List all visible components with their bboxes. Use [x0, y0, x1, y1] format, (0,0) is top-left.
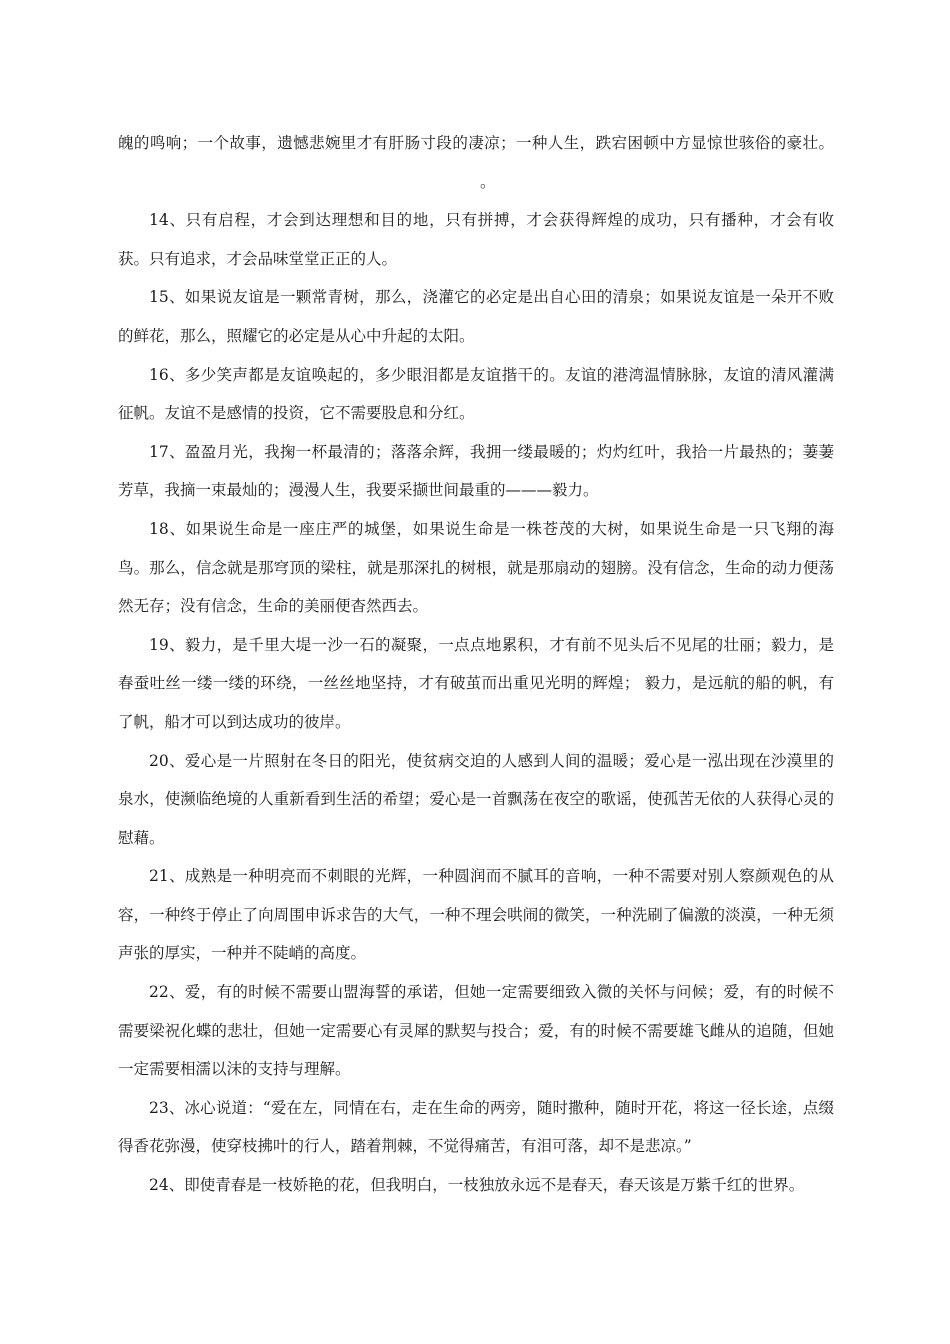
paragraph-23: 23、冰心说道：“爱在左，同情在右，走在生命的两旁，随时撒种，随时开花，将这一径长途，点缀得香花弥漫，使穿枝拂叶的行人，踏着荆棘，不觉得痛苦，有泪可落，却不是悲凉。” — [118, 1098, 834, 1156]
paragraph-20: 20、爱心是一片照射在冬日的阳光，使贫病交迫的人感到人间的温暖；爱心是一泓出现在沙漠里的泉水，使濒临绝境的人重新看到生活的希望；爱心是一首飘荡在夜空的歌谣，使孤苦无依的人获得心灵的慰藉。 — [118, 751, 834, 847]
paragraph-13-continued — [118, 124, 834, 201]
paragraph-text: 魄的鸣响；一个故事，遗憾悲婉里才有肝肠寸段的凄凉；一种人生，跌宕困顿中方显惊世骇俗的豪壮。 — [118, 134, 834, 152]
paragraph-15: 15、如果说友谊是一颗常青树，那么，浇灌它的必定是出自心田的清泉；如果说友谊是一朵开不败的鲜花，那么，照耀它的必定是从心中升起的太阳。 — [118, 288, 834, 345]
paragraph-14: 14、只有启程，才会到达理想和目的地，只有拼搏，才会获得辉煌的成功，只有播种，才会有收获。只有追求，才会品味堂堂正正的人。 — [118, 211, 834, 268]
paragraph-24: 24、即使青春是一枝娇艳的花，但我明白，一枝独放永远不是春天，春天该是万紫千红的世界。 — [149, 1176, 805, 1195]
blank-space — [118, 186, 480, 187]
paragraph-22: 22、爱，有的时候不需要山盟海誓的承诺，但她一定需要细致入微的关怀与问候；爱，有的时候不需要梁祝化蝶的悲壮，但她一定需要心有灵犀的默契与投合；爱，有的时候不需要雄飞雌从的追随，但她一定需要相濡以沫的支持与理解。 — [118, 983, 834, 1079]
paragraph-17: 17、盈盈月光，我掬一杯最清的；落落余辉，我拥一缕最暖的；灼灼红叶，我拾一片最热的；萋萋芳草，我摘一束最灿的；漫漫人生，我要采撷世间最重的———毅力。 — [118, 442, 834, 500]
document-body — [118, 124, 834, 1205]
paragraph-16: 16、多少笑声都是友谊唤起的，多少眼泪都是友谊揩干的。友谊的港湾温情脉脉，友谊的清风灌满征帆。友谊不是感情的投资，它不需要股息和分红。 — [118, 365, 834, 423]
paragraph-18: 18、如果说生命是一座庄严的城堡，如果说生命是一株苍茂的大树，如果说生命是一只飞翔的海鸟。那么，信念就是那穹顶的梁柱，就是那深扎的树根，就是那扇动的翅膀。没有信念，生命的动力便荡然无存；没有信念，生命的美丽便杳然西去。 — [118, 519, 834, 616]
paragraph-21: 21、成熟是一种明亮而不刺眼的光辉，一种圆润而不腻耳的音响，一种不需要对别人察颜观色的从容，一种终于停止了向周围申诉求告的大气，一种不理会哄闹的微笑，一种洗刷了偏激的淡漠，一种无须声张的厚实，一种并不陡峭的高度。 — [118, 867, 834, 963]
paragraph-suffix: 。 — [480, 172, 496, 191]
paragraph-19: 19、毅力，是千里大堤一沙一石的凝聚，一点点地累积，才有前不见头后不见尾的壮丽；毅力，是春蚕吐丝一缕一缕的环绕，一丝丝地坚持，才有破茧而出重见光明的辉煌； 毅力，是远航的船的帆，有了帆，船才可以到达成功的彼岸。 — [118, 635, 834, 731]
